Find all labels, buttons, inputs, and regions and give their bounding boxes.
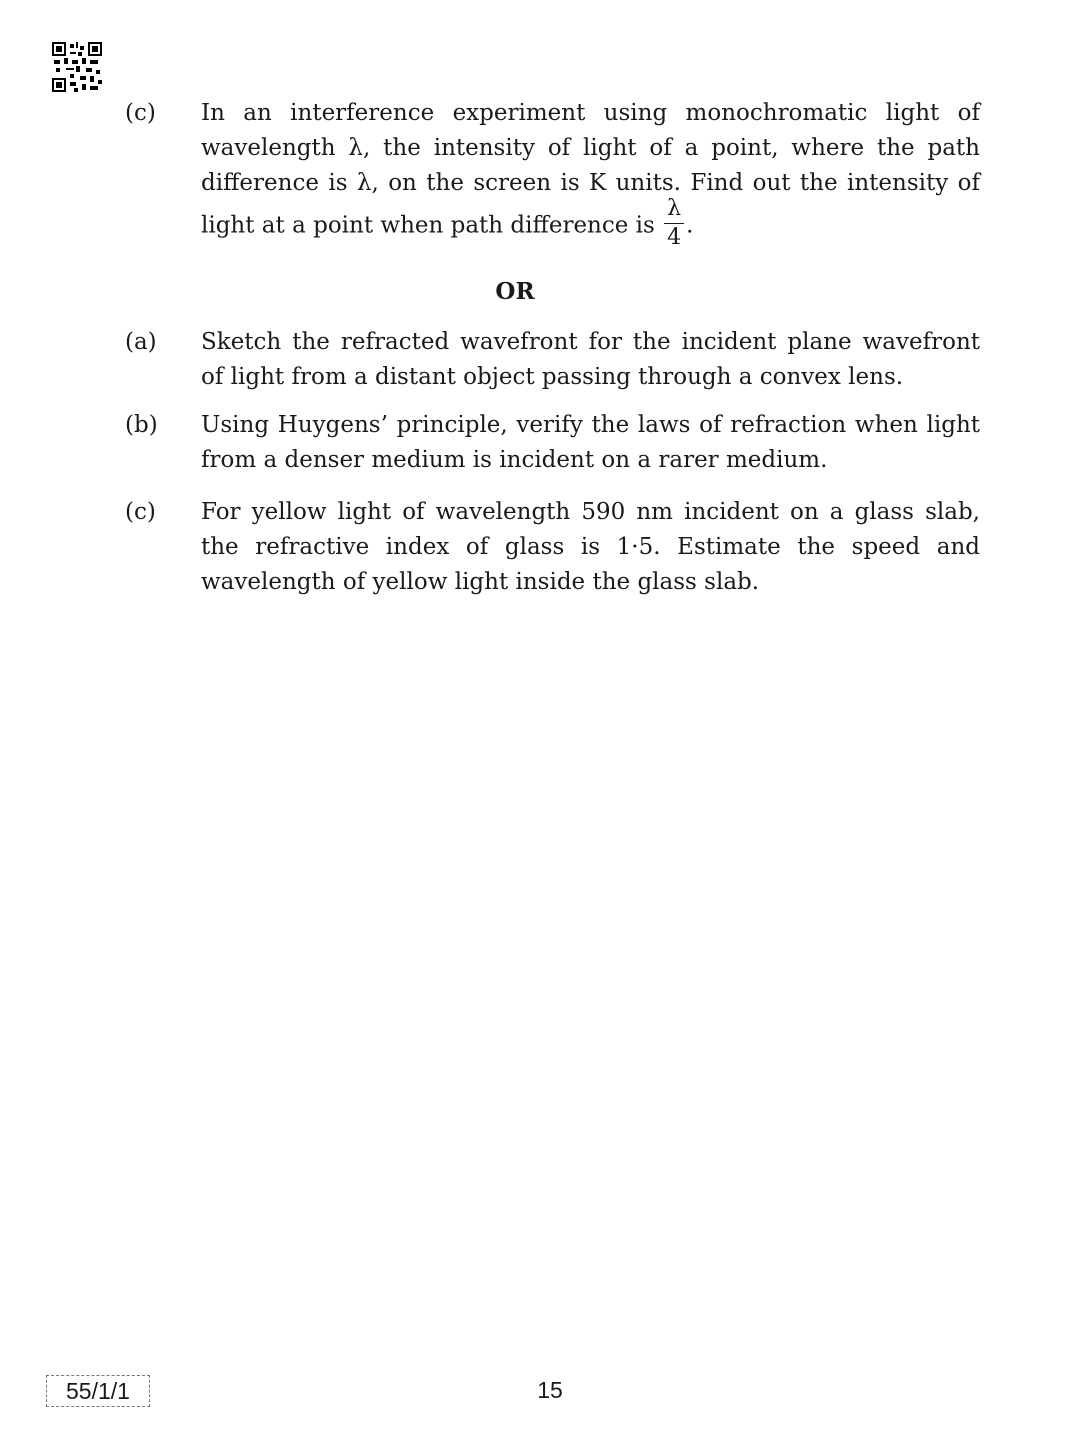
- part-label: (a): [125, 329, 157, 355]
- question-part-b: [125, 408, 980, 478]
- question-part-c: [125, 96, 980, 252]
- part-label: (c): [125, 499, 156, 525]
- part-text-body: In an interference experiment using monochromatic light of wavelength λ, the intensity of light of a point, where the path difference is λ, on the screen is K units. Find out the intensity of light at a point when path difference is: [201, 100, 980, 239]
- part-label: (c): [125, 100, 156, 126]
- part-text: For yellow light of wavelength 590 nm incident on a glass slab, the refractive index of glass is 1·5. Estimate the speed and wavelength of yellow light inside the glass slab.: [201, 499, 980, 595]
- paper-code: 55/1/1: [46, 1375, 150, 1407]
- fraction-lambda-over-4: [664, 198, 684, 249]
- qr-code: [52, 42, 102, 92]
- part-text: Sketch the refracted wavefront for the incident plane wavefront of light from a distant object passing through a convex lens.: [201, 329, 980, 390]
- part-text: Using Huygens’ principle, verify the laws of refraction when light from a denser medium is incident on a rarer medium.: [201, 412, 980, 473]
- fraction-numerator: λ: [664, 198, 684, 224]
- question-part-a: [125, 325, 980, 395]
- part-label: (b): [125, 412, 158, 438]
- or-separator: OR: [495, 278, 535, 305]
- sentence-end: .: [686, 212, 694, 239]
- question-part-c-alt: [125, 495, 980, 600]
- fraction-denominator: 4: [667, 225, 682, 250]
- part-text: [201, 96, 980, 252]
- page-number: 15: [537, 1377, 563, 1403]
